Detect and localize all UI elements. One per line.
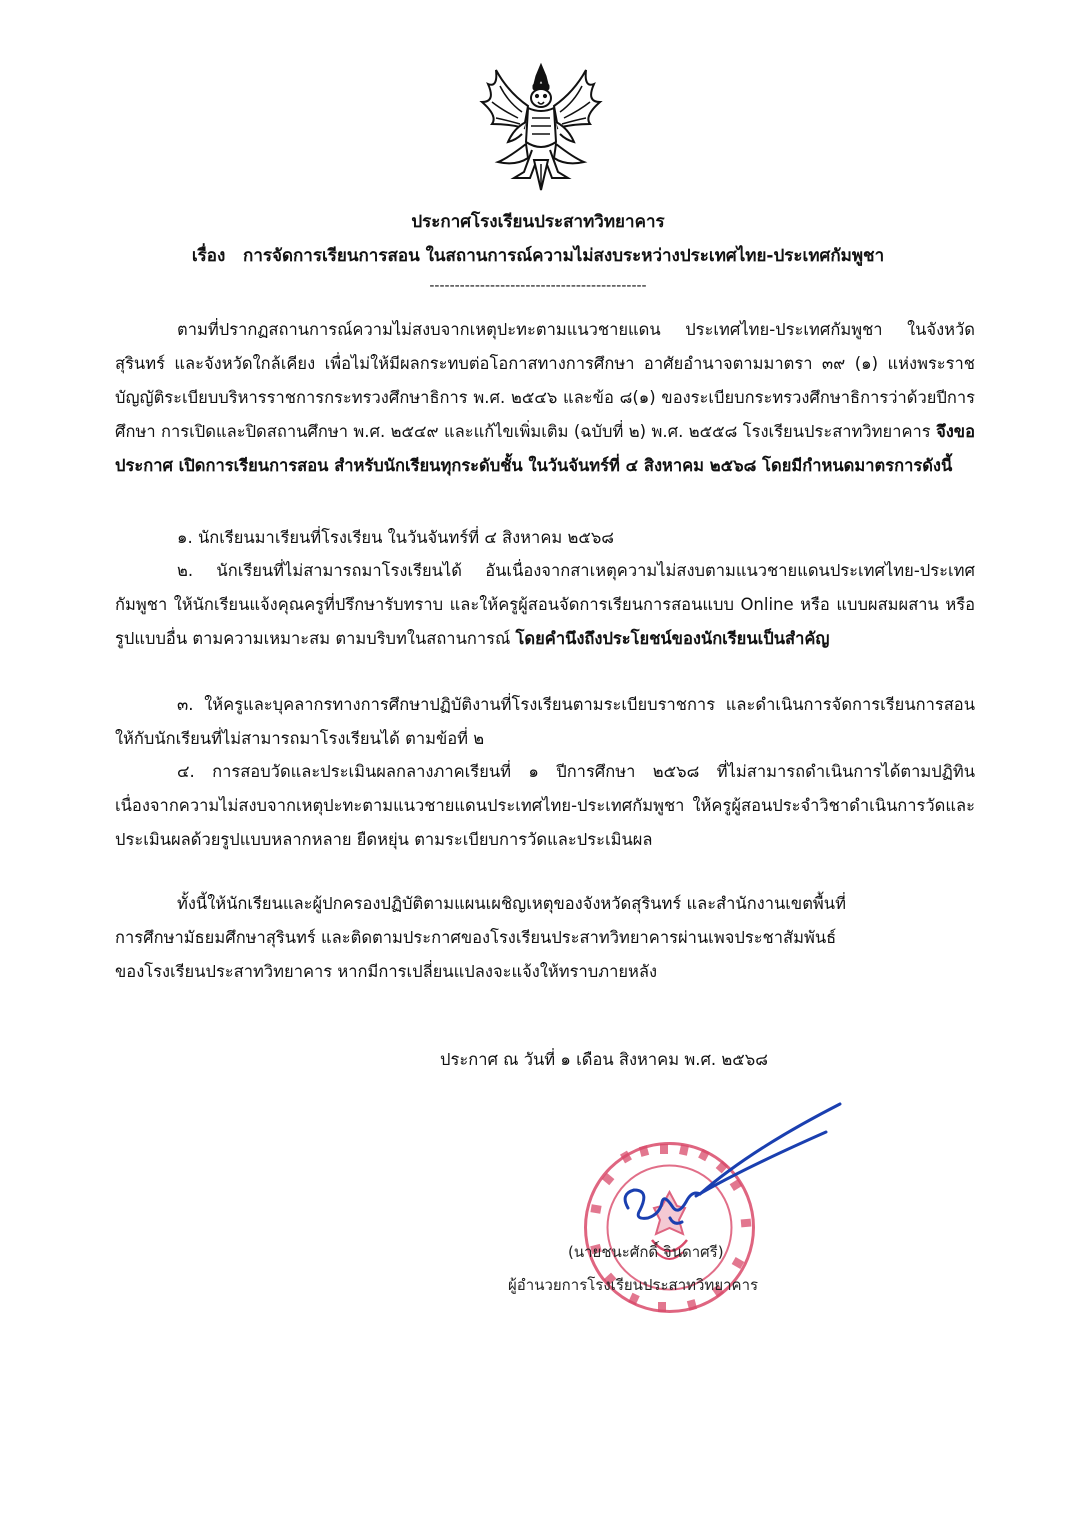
announcement-date: ประกาศ ณ วันที่ ๑ เดือน สิงหาคม พ.ศ. ๒๕๖๘ bbox=[440, 1050, 768, 1069]
intro-paragraph bbox=[115, 313, 975, 483]
signer-name: (นายชนะศักดิ์ จินดาศรี) bbox=[568, 1243, 724, 1261]
measure-item-3-text: ๓. ให้ครูและบุคลากรทางการศึกษาปฏิบัติงานที่โรงเรียนตามระเบียบราชการ และดำเนินการจัดการเรียนการสอนให้กับนักเรียนที่ไม่สามารถมาโรงเรียนได้ ตามข้อที่ ๒ bbox=[115, 695, 975, 748]
intro-bold-text: จึงขอประกาศ เปิดการเรียนการสอน สำหรับนักเรียนทุกระดับชั้น ในวันจันทร์ที่ ๔ สิงหาคม ๒๕๖๘ โดยมีกำหนดมาตรการดังนี้ bbox=[115, 422, 975, 475]
closing-paragraph bbox=[115, 887, 975, 989]
subject-label: เรื่อง bbox=[191, 246, 226, 266]
measure-item-2-text: ๒. นักเรียนที่ไม่สามารถมาโรงเรียนได้ อันเนื่องจากสาเหตุความไม่สงบตามแนวชายแดนประเทศไทย-ประเทศกัมพูชา ให้นักเรียนแจ้งคุณครูที่ปรึกษารับทราบ และให้ครูผู้สอนจัดการเรียนการสอนแบบ Online หรือ แบบผสมผสาน หรือรูปแบบอื่น ตามความเหมาะสม ตามบริบทในสถานการณ์ bbox=[115, 561, 975, 648]
measure-item-2 bbox=[115, 554, 975, 656]
garuda-emblem-icon bbox=[478, 62, 604, 194]
measure-item-1 bbox=[115, 521, 975, 555]
measure-item-3 bbox=[115, 688, 975, 756]
measure-item-4 bbox=[115, 755, 975, 857]
measure-item-1-text: ๑. นักเรียนมาเรียนที่โรงเรียน ในวันจันทร์ที่ ๔ สิงหาคม ๒๕๖๘ bbox=[177, 528, 615, 547]
handwritten-signature-icon bbox=[600, 1098, 860, 1248]
subject-text: การจัดการเรียนการสอน ในสถานการณ์ความไม่สงบระหว่างประเทศไทย-ประเทศกัมพูชา bbox=[243, 246, 885, 266]
intro-text: ตามที่ปรากฏสถานการณ์ความไม่สงบจากเหตุปะทะตามแนวชายแดน ประเทศไทย-ประเทศกัมพูชา ในจังหวัดสุรินทร์ และจังหวัดใกล้เคียง เพื่อไม่ให้มีผลกระทบต่อโอกาสทางการศึกษา อาศัยอำนาจตามมาตรา ๓๙ (๑) แห่งพระราชบัญญัติระเบียบบริหารราชการกระทรวงศึกษาธิการ พ.ศ. ๒๕๔๖ และข้อ ๘(๑) ของระเบียบกระทรวงศึกษาธิการว่าด้วยปีการศึกษา การเปิดและปิดสถานศึกษา พ.ศ. ๒๕๔๙ และแก้ไขเพิ่มเติม (ฉบับที่ ๒) พ.ศ. ๒๕๕๘ โรงเรียนประสาทวิทยาคาร bbox=[115, 320, 975, 441]
measure-item-4-text: ๔. การสอบวัดและประเมินผลกลางภาคเรียนที่ ๑ ปีการศึกษา ๒๕๖๘ ที่ไม่สามารถดำเนินการได้ตามปฏิทินเนื่องจากความไม่สงบจากเหตุปะทะตามแนวชายแดนประเทศไทย-ประเทศกัมพูชา ให้ครูผู้สอนประจำวิชาดำเนินการวัดและประเมินผลด้วยรูปแบบหลากหลาย ยืดหยุ่น ตามระเบียบการวัดและประเมินผล bbox=[115, 762, 975, 849]
header-separator: ------------------------------------------- bbox=[429, 278, 647, 294]
measure-item-2-bold-text: โดยคำนึงถึงประโยชน์ของนักเรียนเป็นสำคัญ bbox=[515, 629, 830, 648]
signer-title: ผู้อำนวยการโรงเรียนประสาทวิทยาคาร bbox=[508, 1276, 759, 1294]
closing-line-3: ของโรงเรียนประสาทวิทยาคาร หากมีการเปลี่ยนแปลงจะแจ้งให้ทราบภายหลัง bbox=[115, 962, 658, 981]
closing-line-2: การศึกษามัธยมศึกษาสุรินทร์ และติดตามประกาศของโรงเรียนประสาทวิทยาคารผ่านเพจประชาสัมพันธ์ bbox=[115, 928, 837, 947]
closing-line-1: ทั้งนี้ให้นักเรียนและผู้ปกครองปฏิบัติตามแผนเผชิญเหตุของจังหวัดสุรินทร์ และสำนักงานเขตพื้นที่ bbox=[177, 894, 846, 913]
announcement-title: ประกาศโรงเรียนประสาทวิทยาคาร bbox=[411, 212, 665, 232]
announcement-subject bbox=[30, 242, 1046, 270]
